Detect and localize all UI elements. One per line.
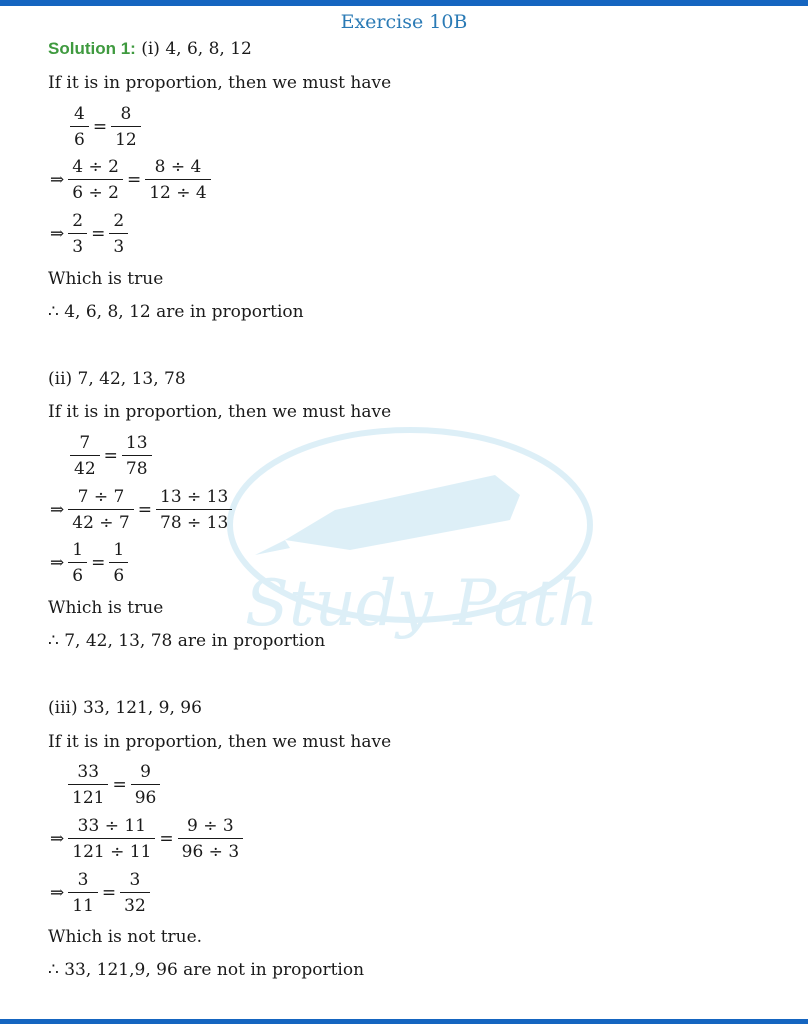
numerator: 33 ÷ 11	[77, 816, 146, 836]
fraction	[156, 487, 232, 533]
verdict-text: Which is not true.	[48, 927, 203, 947]
page-title: Exercise 10B	[340, 11, 468, 33]
fraction	[70, 104, 89, 150]
conclusion-text: ∴ 33, 121,9, 96 are not in proportion	[48, 960, 365, 980]
denominator: 6	[70, 126, 89, 150]
fraction	[109, 211, 128, 257]
equals-sign: =	[126, 170, 142, 190]
fraction	[178, 816, 244, 862]
denominator: 6 ÷ 2	[68, 179, 123, 203]
fraction	[68, 487, 134, 533]
part-heading: (i) 4, 6, 8, 12	[141, 39, 252, 59]
numerator: 2	[72, 211, 84, 231]
denominator: 78 ÷ 13	[156, 509, 232, 533]
equals-sign: =	[112, 775, 127, 795]
equals-sign: =	[101, 883, 117, 903]
denominator: 96	[131, 784, 161, 808]
denominator: 3	[68, 233, 87, 257]
denominator: 12	[111, 126, 141, 150]
numerator: 9 ÷ 3	[187, 816, 234, 836]
implies-symbol: ⇒	[50, 829, 65, 849]
part-intro: If it is in proportion, then we must have	[48, 402, 392, 422]
fraction	[120, 870, 150, 916]
denominator: 121 ÷ 11	[68, 838, 155, 862]
implies-symbol: ⇒	[50, 500, 65, 520]
implies-symbol: ⇒	[50, 883, 65, 903]
numerator: 7	[79, 433, 91, 453]
fraction	[109, 540, 128, 586]
fraction	[145, 157, 211, 203]
equation	[48, 816, 245, 862]
equation	[48, 870, 152, 916]
fraction	[68, 816, 155, 862]
equals-sign: =	[103, 446, 118, 466]
numerator: 8 ÷ 4	[154, 157, 202, 177]
fraction	[111, 104, 141, 150]
numerator: 4	[74, 104, 85, 124]
bottom-rule	[0, 1019, 808, 1024]
denominator: 42 ÷ 7	[68, 509, 134, 533]
watermark-text: Study Path	[245, 567, 599, 641]
fraction	[68, 211, 87, 257]
verdict-text: Which is true	[48, 269, 164, 289]
denominator: 6	[68, 562, 87, 586]
watermark-logo	[215, 420, 605, 660]
numerator: 13 ÷ 13	[160, 487, 229, 507]
equation	[62, 762, 162, 808]
denominator: 78	[122, 455, 152, 479]
equals-sign: =	[91, 553, 106, 573]
implies-symbol: ⇒	[50, 170, 65, 190]
fraction	[68, 762, 108, 808]
fraction	[131, 762, 161, 808]
equals-sign: =	[91, 224, 106, 244]
fraction	[68, 870, 98, 916]
part-heading: (ii) 7, 42, 13, 78	[48, 369, 186, 389]
numerator: 33	[77, 762, 100, 782]
equation	[64, 104, 143, 150]
numerator: 1	[72, 540, 84, 560]
numerator: 8	[120, 104, 132, 124]
numerator: 1	[113, 540, 125, 560]
numerator: 9	[140, 762, 151, 782]
part-heading: (iii) 33, 121, 9, 96	[48, 698, 202, 718]
denominator: 32	[120, 892, 150, 916]
denominator: 3	[109, 233, 128, 257]
solution-heading-line	[48, 38, 252, 60]
denominator: 12 ÷ 4	[145, 179, 211, 203]
fraction	[122, 433, 152, 479]
conclusion-text: ∴ 7, 42, 13, 78 are in proportion	[48, 631, 326, 651]
equals-sign: =	[92, 117, 108, 137]
top-rule	[0, 0, 808, 6]
solution-label: Solution 1:	[48, 39, 136, 58]
numerator: 7 ÷ 7	[77, 487, 125, 507]
part-intro: If it is in proportion, then we must have	[48, 73, 392, 93]
numerator: 13	[125, 433, 148, 453]
numerator: 3	[129, 870, 141, 890]
equation	[64, 433, 154, 479]
equation	[48, 211, 130, 257]
numerator: 2	[113, 211, 125, 231]
denominator: 6	[109, 562, 128, 586]
equation	[48, 487, 234, 533]
denominator: 42	[70, 455, 100, 479]
equation	[48, 157, 213, 203]
fraction	[68, 540, 87, 586]
part-intro: If it is in proportion, then we must have	[48, 732, 392, 752]
pen-icon	[255, 475, 520, 555]
implies-symbol: ⇒	[50, 224, 65, 244]
verdict-text: Which is true	[48, 598, 164, 618]
numerator: 3	[77, 870, 89, 890]
denominator: 11	[68, 892, 98, 916]
denominator: 96 ÷ 3	[178, 838, 244, 862]
equals-sign: =	[137, 500, 152, 520]
fraction	[70, 433, 100, 479]
numerator: 4 ÷ 2	[72, 157, 119, 177]
denominator: 121	[68, 784, 108, 808]
conclusion-text: ∴ 4, 6, 8, 12 are in proportion	[48, 302, 304, 322]
fraction	[68, 157, 123, 203]
equation	[48, 540, 130, 586]
equals-sign: =	[159, 829, 174, 849]
implies-symbol: ⇒	[50, 553, 65, 573]
